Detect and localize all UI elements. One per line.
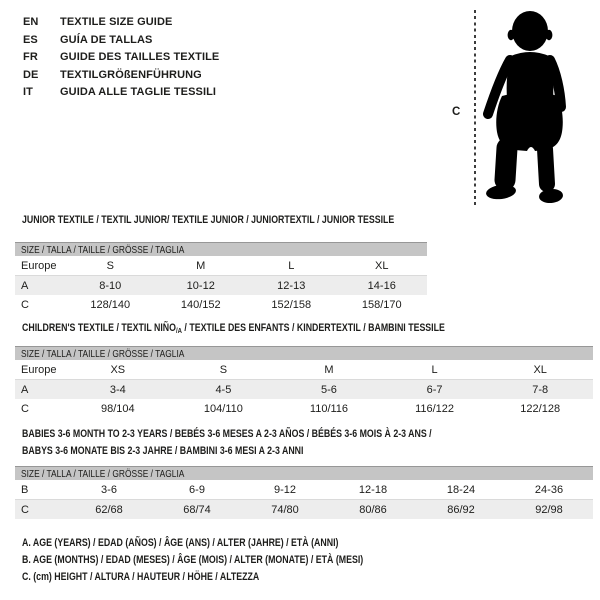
- size-cell: S: [65, 256, 156, 276]
- size-cell: XL: [487, 360, 593, 380]
- table-row-height: [15, 500, 593, 520]
- language-label: GUÍA DE TALLAS: [60, 33, 153, 46]
- size-cell: XL: [337, 256, 428, 276]
- size-cell: M: [276, 360, 382, 380]
- row-label: Europe: [15, 256, 65, 276]
- value-cell: 122/128: [520, 402, 561, 415]
- value-cell: 6-9: [153, 480, 241, 500]
- size-header-label: SIZE / TALLA / TAILLE / GRÖSSE / TAGLIA: [21, 243, 185, 256]
- height-measure-label: C: [452, 106, 461, 118]
- value-cell: 158/170: [361, 298, 402, 311]
- size-header-row: [15, 243, 427, 257]
- table-row-age: [15, 380, 593, 400]
- table-row-age: [15, 276, 427, 296]
- value-cell: 104/110: [203, 402, 243, 415]
- babies-size-table: [15, 466, 593, 519]
- value-cell: 18-24: [417, 480, 505, 500]
- language-code: ES: [23, 33, 38, 46]
- language-row-de: [23, 67, 219, 85]
- table-row-europe: [15, 256, 427, 276]
- language-row-en: [23, 14, 219, 32]
- row-label: Europe: [15, 360, 65, 380]
- language-row-es: [23, 32, 219, 50]
- language-code: IT: [23, 86, 33, 98]
- value-cell: 68/74: [153, 500, 241, 520]
- value-cell: 74/80: [241, 500, 329, 520]
- size-cell: M: [156, 256, 247, 276]
- value-cell: 62/68: [65, 500, 153, 520]
- value-cell: 7-8: [487, 380, 593, 400]
- footnote-a: A. AGE (YEARS) / EDAD (AÑOS) / ÂGE (ANS) / ALTER (JAHRE) / ETÀ (ANNI): [22, 537, 339, 549]
- size-cell: L: [246, 256, 337, 276]
- junior-size-table: [15, 242, 427, 314]
- value-cell: 3-4: [65, 380, 171, 400]
- children-section-title-text: CHILDREN'S TEXTILE / TEXTIL NIÑO/A / TEXTILE DES ENFANTS / KINDERTEXTIL / BAMBINI TESSILE: [22, 322, 445, 335]
- subscript-text: /A: [175, 326, 182, 335]
- value-cell: 152/158: [271, 298, 312, 311]
- size-cell: XS: [65, 360, 171, 380]
- table-row-height: [15, 295, 427, 314]
- babies-section-title: [22, 426, 534, 460]
- junior-section-title: [22, 214, 487, 227]
- row-label: A: [15, 380, 65, 400]
- value-cell: 140/152: [180, 298, 221, 311]
- value-cell: 12-18: [329, 480, 417, 500]
- baby-height-figure: [440, 0, 600, 220]
- table-row-europe: [15, 360, 593, 380]
- language-code: EN: [23, 16, 39, 28]
- language-row-it: [23, 84, 219, 102]
- size-header-label: SIZE / TALLA / TAILLE / GRÖSSE / TAGLIA: [21, 347, 185, 360]
- value-cell: 12-13: [246, 276, 337, 296]
- value-cell: 98/104: [100, 402, 135, 415]
- value-cell: 3-6: [65, 480, 153, 500]
- language-code: DE: [23, 68, 39, 81]
- language-label: TEXTILE SIZE GUIDE: [60, 16, 173, 28]
- value-cell: 86/92: [417, 500, 505, 520]
- value-cell: 116/122: [415, 402, 455, 415]
- height-measure-line: [474, 10, 476, 208]
- value-cell: 110/116: [309, 402, 349, 415]
- table-row-height: [15, 399, 593, 418]
- footnote-b: B. AGE (MONTHS) / EDAD (MESES) / ÂGE (MOIS) / ALTER (MONATE) / ETÀ (MESI): [22, 554, 364, 566]
- footnotes: [22, 535, 449, 586]
- value-cell: 92/98: [505, 500, 593, 520]
- row-label: C: [15, 500, 65, 520]
- table-row-months: [15, 480, 593, 500]
- value-cell: 128/140: [90, 298, 131, 311]
- language-label: GUIDE DES TAILLES TEXTILE: [60, 51, 220, 63]
- language-row-fr: [23, 49, 219, 67]
- row-label: B: [15, 480, 65, 500]
- value-cell: 6-7: [382, 380, 488, 400]
- value-cell: 9-12: [241, 480, 329, 500]
- value-cell: 8-10: [65, 276, 156, 296]
- row-label: C: [21, 402, 29, 415]
- children-size-table: [15, 346, 593, 418]
- value-cell: 10-12: [156, 276, 247, 296]
- language-label: TEXTILGRÖßENFÜHRUNG: [60, 68, 202, 81]
- size-header-label: SIZE / TALLA / TAILLE / GRÖSSE / TAGLIA: [21, 467, 185, 480]
- language-list: [23, 14, 219, 102]
- size-cell: S: [171, 360, 277, 380]
- value-cell: 5-6: [276, 380, 382, 400]
- baby-silhouette-icon: [483, 8, 571, 208]
- babies-section-title-line1: BABIES 3-6 MONTH TO 2-3 YEARS / BEBÉS 3-6 MESES A 2-3 AÑOS / BÉBÉS 3-6 MOIS À 2-3 ANS /: [22, 428, 432, 440]
- junior-section-title-text: JUNIOR TEXTILE / TEXTIL JUNIOR/ TEXTILE JUNIOR / JUNIORTEXTIL / JUNIOR TESSILE: [22, 214, 395, 226]
- value-cell: 4-5: [171, 380, 277, 400]
- size-cell: L: [382, 360, 488, 380]
- language-label: GUIDA ALLE TAGLIE TESSILI: [60, 86, 217, 98]
- row-label: A: [15, 276, 65, 296]
- size-header-row: [15, 347, 593, 361]
- value-cell: 14-16: [337, 276, 428, 296]
- language-code: FR: [23, 51, 38, 63]
- babies-section-title-line2: BABYS 3-6 MONATE BIS 2-3 JAHRE / BAMBINI 3-6 MESI A 2-3 ANNI: [22, 445, 304, 457]
- value-cell: 24-36: [505, 480, 593, 500]
- row-label: C: [21, 298, 29, 311]
- value-cell: 80/86: [329, 500, 417, 520]
- footnote-c: C. (cm) HEIGHT / ALTURA / HAUTEUR / HÖHE / ALTEZZA: [22, 571, 260, 583]
- children-section-title: [22, 322, 551, 337]
- size-header-row: [15, 467, 593, 481]
